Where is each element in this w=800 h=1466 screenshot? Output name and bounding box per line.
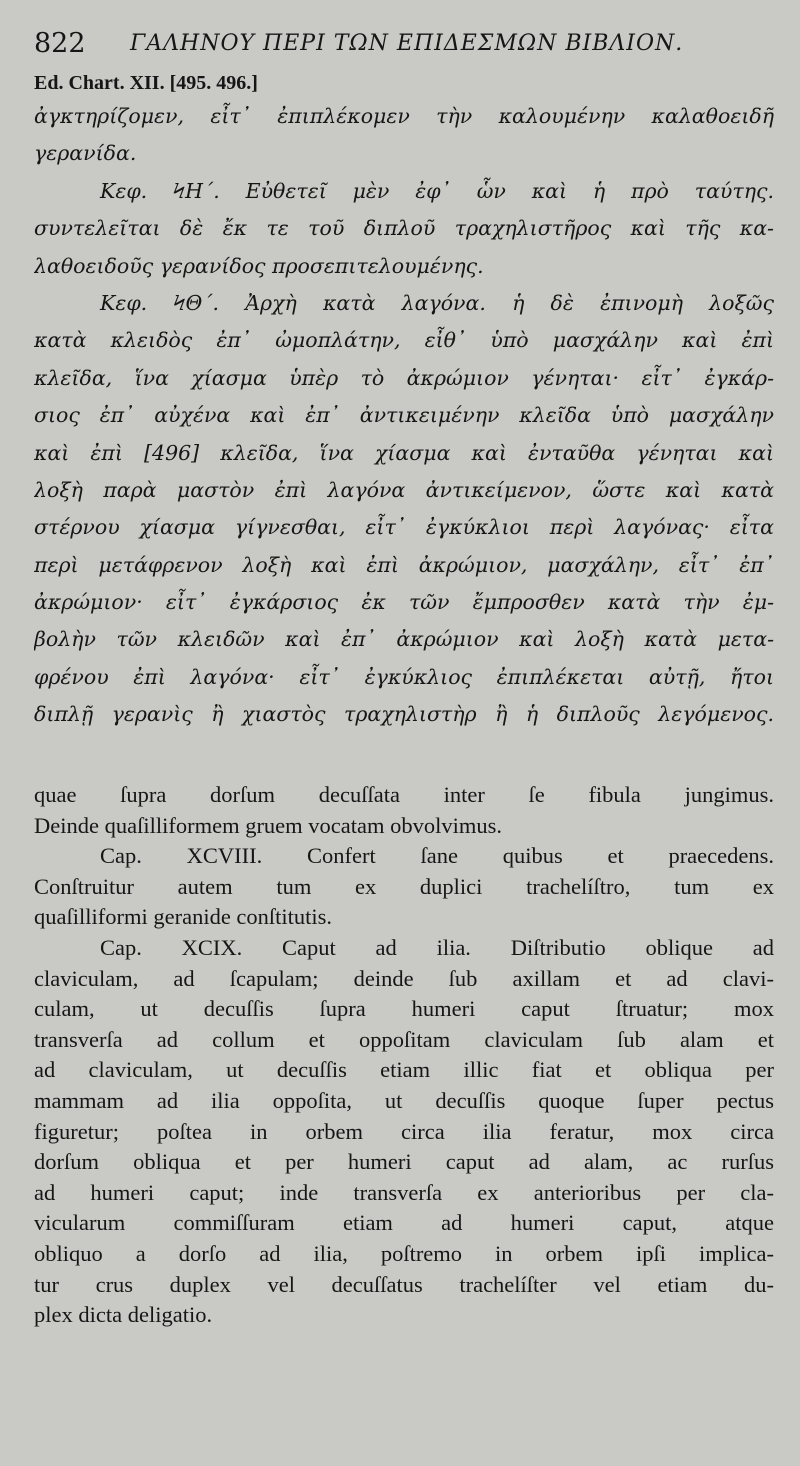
greek-text-block (34, 98, 774, 734)
latin-line: vicularum commiſſuram etiam ad humeri caput, atque (34, 1210, 774, 1236)
greek-line: λοξὴ παρὰ μαστὸν ἐπὶ λαγόνα ἀντικείμενον, ὥστε καὶ κατὰ (34, 477, 774, 502)
latin-line: Cap. XCIX. Caput ad ilia. Diſtributio oblique ad (100, 934, 774, 960)
greek-line: κατὰ κλειδὸς ἐπ᾽ ὠμοπλάτην, εἶθ᾽ ὑπὸ μασχάλην καὶ ἐπὶ (34, 328, 774, 353)
greek-line: λαθοειδοῦς γερανίδος προσεπιτελουμένης. (34, 253, 484, 278)
latin-line: obliquo a dorſo ad ilia, poſtremo in orbem ipſi implica- (34, 1240, 774, 1266)
latin-line: dorſum obliqua et per humeri caput ad alam, ac rurſus (34, 1149, 774, 1175)
latin-line: Cap. XCVIII. Confert ſane quibus et praecedens. (100, 843, 774, 869)
running-title: ΓΑΛΗΝΟΥ ΠΕΡΙ ΤΩΝ ΕΠΙΔΕΣΜΩΝ ΒΙΒΛΙΟΝ. (130, 31, 684, 56)
greek-line: ἀγκτηρίζομεν, εἶτ᾽ ἐπιπλέκομεν τὴν καλουμένην καλαθοειδῆ (34, 104, 774, 128)
greek-line: περὶ μετάφρενον λοξὴ καὶ ἐπὶ ἀκρώμιον, μασχάλην, εἶτ᾽ ἐπ᾽ (34, 552, 774, 577)
edition-reference: Ed. Chart. XII. [495. 496.] (34, 72, 258, 94)
page-number: 822 (34, 28, 86, 59)
latin-line: mammam ad ilia oppoſita, ut decuſſis quoque ſuper pectus (34, 1087, 774, 1113)
greek-line: στέρνου χίασμα γίγνεσθαι, εἶτ᾽ ἐγκύκλιοι περὶ λαγόνας· εἶτα (34, 515, 774, 540)
greek-line: γερανίδα. (34, 141, 137, 166)
latin-line: tur crus duplex vel decuſſatus trachelíſter vel etiam du- (34, 1271, 774, 1297)
greek-line: συντελεῖται δὲ ἔκ τε τοῦ διπλοῦ τραχηλιστῆρος καὶ τῆς κα- (34, 216, 774, 241)
latin-line: ad humeri caput; inde transverſa ex anterioribus per cla- (34, 1179, 774, 1205)
latin-line: figuretur; poſtea in orbem circa ilia feratur, mox circa (34, 1118, 774, 1144)
greek-line: διπλῇ γερανὶς ἢ χιαστὸς τραχηλιστὴρ ἢ ἡ διπλοῦς λεγόμενος. (34, 702, 774, 727)
latin-line: quae ſupra dorſum decuſſata inter ſe fibula jungimus. (34, 782, 774, 807)
latin-line: Deinde quaſilliformem gruem vocatam obvolvimus. (34, 812, 503, 838)
latin-line: quaſilliformi geranide conſtitutis. (34, 904, 333, 930)
page-header (34, 28, 774, 62)
greek-line: σιος ἐπ᾽ αὐχένα καὶ ἐπ᾽ ἀντικειμένην κλεῖδα ὑπὸ μασχάλην (34, 403, 774, 428)
latin-line: Conſtruitur autem tum ex duplici trachelíſtro, tum ex (34, 873, 774, 899)
latin-line: ad claviculam, ut decuſſis etiam illic fiat et obliqua per (34, 1057, 774, 1083)
latin-line: transverſa ad collum et oppoſitam claviculam ſub alam et (34, 1026, 774, 1052)
greek-line: ἀκρώμιον· εἶτ᾽ ἐγκάρσιος ἐκ τῶν ἔμπροσθεν κατὰ τὴν ἐμ- (34, 590, 774, 615)
greek-line: Κεφ. ϞΘ΄. Ἀρχὴ κατὰ λαγόνα. ἡ δὲ ἐπινομὴ λοξῶς (100, 290, 774, 315)
greek-line: φρένου ἐπὶ λαγόνα· εἶτ᾽ ἐγκύκλιος ἐπιπλέκεται αὐτῇ, ἤτοι (34, 664, 774, 689)
latin-text-block (34, 780, 774, 1331)
greek-line: βολὴν τῶν κλειδῶν καὶ ἐπ᾽ ἀκρώμιον καὶ λοξὴ κατὰ μετα- (34, 627, 774, 652)
latin-line: plex dicta deligatio. (34, 1302, 213, 1328)
greek-line: Κεφ. ϞΗ΄. Εὐθετεῖ μὲν ἐφ᾽ ὧν καὶ ἡ πρὸ ταύτης. (100, 178, 774, 203)
greek-line: καὶ ἐπὶ [496] κλεῖδα, ἵνα χίασμα καὶ ἐνταῦθα γένηται καὶ (34, 440, 774, 465)
latin-line: claviculam, ad ſcapulam; deinde ſub axillam et ad clavi- (34, 965, 774, 991)
latin-line: culam, ut decuſſis ſupra humeri caput ſtruatur; mox (34, 996, 774, 1022)
greek-line: κλεῖδα, ἵνα χίασμα ὑπὲρ τὸ ἀκρώμιον γένηται· εἶτ᾽ ἐγκάρ- (34, 365, 774, 390)
